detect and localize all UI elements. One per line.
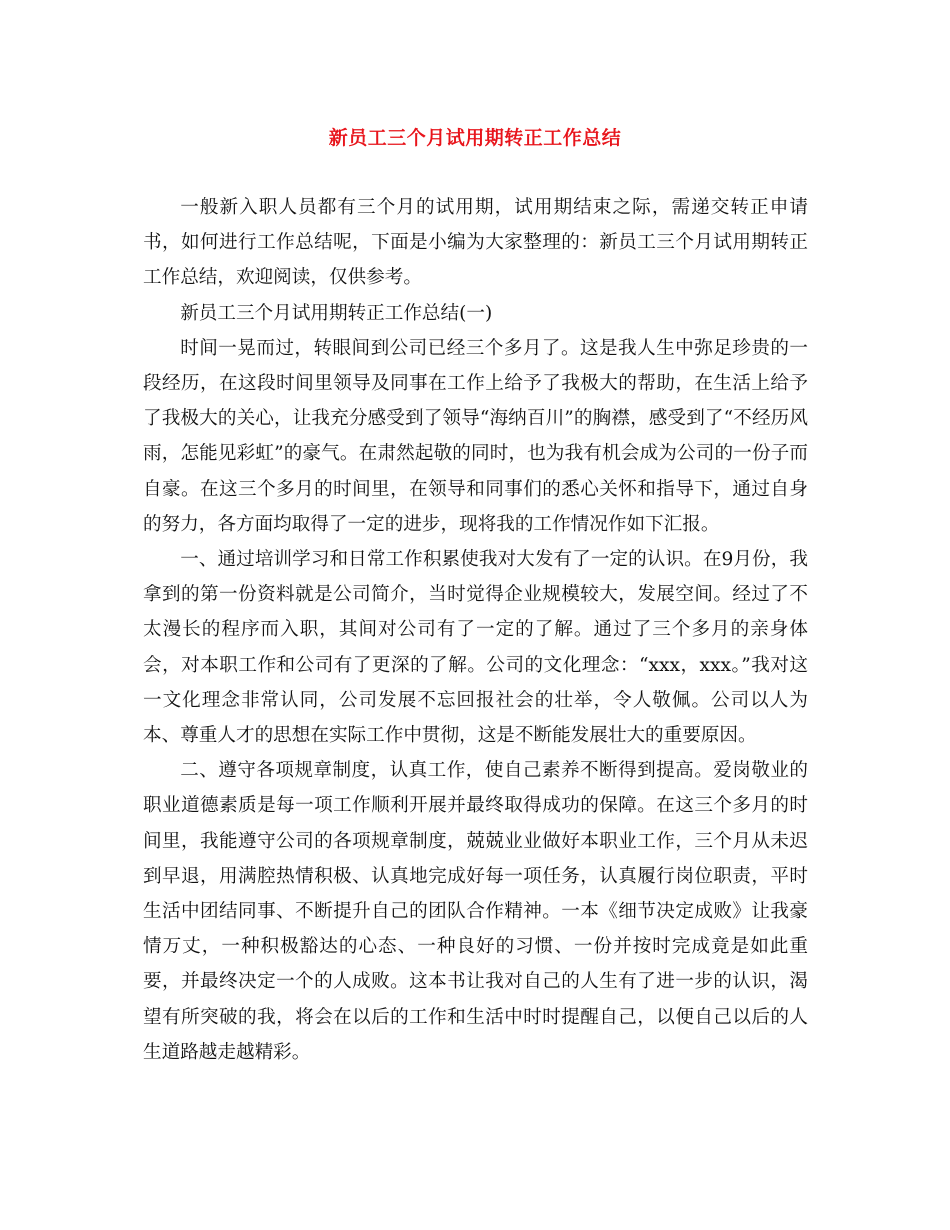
- document-body: [143, 190, 808, 1070]
- intro-paragraph: 一般新入职人员都有三个月的试用期，试用期结束之际，需递交转正申请书，如何进行工作总结呢，下面是小编为大家整理的：新员工三个月试用期转正工作总结，欢迎阅读，仅供参考。: [143, 197, 808, 289]
- body-paragraph: 时间一晃而过，转眼间到公司已经三个多月了。这是我人生中弥足珍贵的一段经历，在这段时间里领导及同事在工作上给予了我极大的帮助，在生活上给予了我极大的关心，让我充分感受到了领导“海纳百川”的胸襟，感受到了“不经历风雨，怎能见彩虹”的豪气。在肃然起敬的同时，也为我有机会成为公司的一份子而自豪。在这三个多月的时间里，在领导和同事们的悉心关怀和指导下，通过自身的努力，各方面均取得了一定的进步，现将我的工作情况作如下汇报。: [143, 337, 808, 535]
- body-paragraph: 二、遵守各项规章制度，认真工作，使自己素养不断得到提高。爱岗敬业的职业道德素质是每一项工作顺利开展并最终取得成功的保障。在这三个多月的时间里，我能遵守公司的各项规章制度，兢兢业业做好本职业工作，三个月从未迟到早退，用满腔热情积极、认真地完成好每一项任务，认真履行岗位职责，平时生活中团结同事、不断提升自己的团队合作精神。一本《细节决定成败》让我豪情万丈，一种积极豁达的心态、一种良好的习惯、一份并按时完成竟是如此重要，并最终决定一个的人成败。这本书让我对自己的人生有了进一步的认识，渴望有所突破的我，将会在以后的工作和生活中时时提醒自己，以便自己以后的人生道路越走越精彩。: [143, 760, 808, 1063]
- document-title: 新员工三个月试用期转正工作总结: [328, 127, 622, 149]
- section-heading: 新员工三个月试用期转正工作总结(一): [180, 302, 493, 324]
- body-paragraph: 一、通过培训学习和日常工作积累使我对大发有了一定的认识。在9月份，我拿到的第一份资料就是公司简介，当时觉得企业规模较大，发展空间。经过了不太漫长的程序而入职，其间对公司有了一定的了解。通过了三个多月的亲身体会，对本职工作和公司有了更深的了解。公司的文化理念：“xxx，xxx。”我对这一文化理念非常认同，公司发展不忘回报社会的壮举，令人敬佩。公司以人为本、尊重人才的思想在实际工作中贯彻，这是不断能发展壮大的重要原因。: [143, 549, 808, 747]
